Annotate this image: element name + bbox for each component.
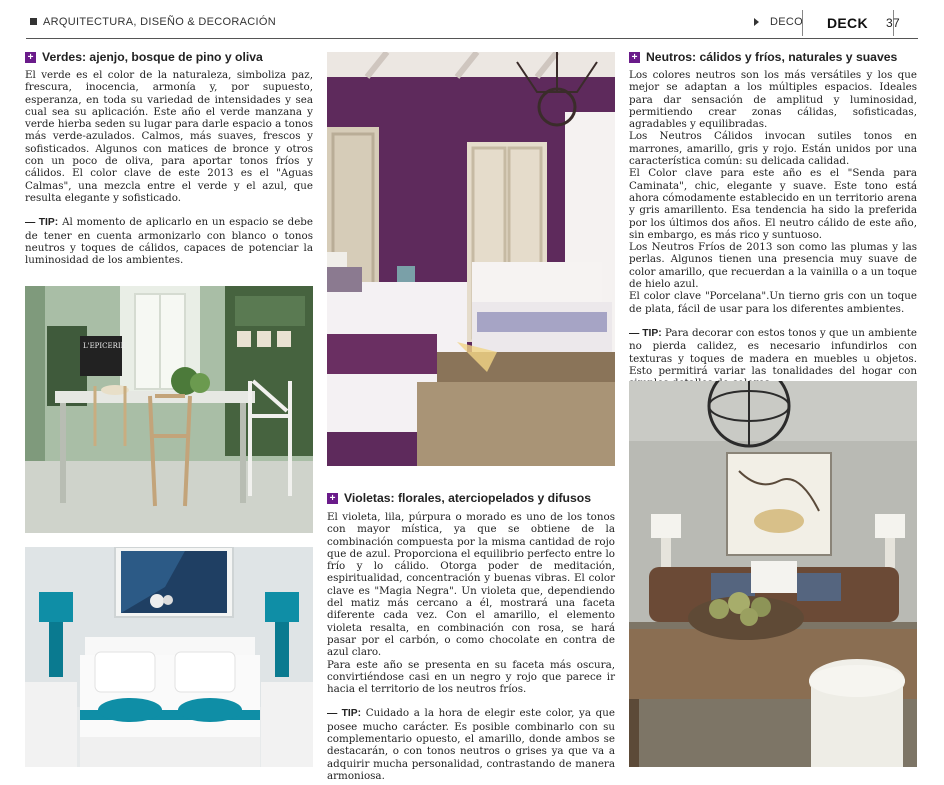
- teal-bedroom-photo: [25, 547, 313, 767]
- neutros-body-1: Los colores neutros son los más versátiles y los que mejor se adaptan a los múltiples espacios. Ideales para dar sensación de amplitud y luminosidad, permitiendo crear zonas cálidas, sofisticadas, agradables y equilibradas.: [629, 69, 917, 131]
- section-label: ARQUITECTURA, DISEÑO & DECORACIÓN: [30, 16, 276, 28]
- neutros-article: [629, 50, 917, 390]
- neutral-living-room-photo: [629, 381, 917, 767]
- verdes-article: [25, 50, 313, 266]
- page-number: 37: [886, 16, 900, 30]
- verdes-body: El verde es el color de la naturaleza, simboliza paz, frescura, inocencia, armonía y, por supuesto, esperanza, en toda su variedad de intensidades y sea cual sea su aplicación. Este año el verde manzana y verde hierba seden su lugar para darle espacio a tonos más verde-azulados. Calmos, más suaves, frescos y sofisticados. Algunos con matices de bronce y otros con un poco de oliva, para aportar tonos fríos y cálidos. El color clave de este 2013 es el "Aguas Calmas", una mezcla entre el verde y el azul, que resulta elegante y sofisticado.: [25, 69, 313, 204]
- verdes-heading: + Verdes: ajenjo, bosque de pino y oliva: [25, 50, 313, 64]
- violet-bedroom-photo: [327, 52, 615, 466]
- violetas-body-1: El violeta, lila, púrpura o morado es uno de los tonos con mayor mística, ya que se obtiene de la combinación compuesta por la misma cantidad de rojo que de azul. Proporciona el equilibrio perfecto entre lo frío y lo cálido. Otorga poder de meditación, espiritualidad, concentración y buenas vibras. El color clave es "Magia Negra". Un violeta que, dependiendo del matiz más cercano a él, mostrará una faceta diferente cada vez. Con el amarillo, el elemento violeta resalta, en combinación con rosa, se hará pasar por el carbón, o como chocolate en contra de azul claro.: [327, 511, 615, 659]
- neutros-body-4: Los Neutros Fríos de 2013 son como las plumas y las perlas. Algunos tienen una presencia muy suave de color amarillo, que recuerdan a la vainilla o a un toque de hielo azul.: [629, 241, 917, 291]
- neutros-body-2: Los Neutros Cálidos invocan sutiles tonos en marrones, amarillo, gris y rojo. Están unidos por una característica común: su delicada calidad.: [629, 130, 917, 168]
- category-label: DECO: [770, 16, 803, 28]
- neutros-tip: — TIP: Para decorar con estos tonos y que un ambiente no pierda calidez, es necesario infundirlos con texturas y toques de madera en muebles u objetos. Esto permitirá variar las tonalidades del hogar con: [629, 327, 917, 390]
- neutros-body-5: El color clave "Porcelana".Un tierno gris con un toque de plata, fácil de usar para los diferentes ambientes.: [629, 290, 917, 315]
- plus-icon: +: [327, 493, 338, 504]
- magazine-name: DECK: [802, 10, 894, 36]
- page-header: [26, 0, 918, 39]
- violetas-body-2: Para este año se presenta en su faceta más oscura, convirtiéndose casi en un negro y rojo que parece ir hacia el territorio de los neutros fríos.: [327, 658, 615, 696]
- neutros-heading: + Neutros: cálidos y fríos, naturales y suaves: [629, 50, 917, 64]
- verdes-tip: — TIP: Al momento de aplicarlo en un espacio se debe de tener en cuenta armonizarlo con blanco o tonos neutros y toques de cálidos, capaces de potenciar la luminosidad de los ambientes.: [25, 216, 313, 267]
- neutros-body-3: El Color clave para este año es el "Senda para Caminata", chic, elegante y suave. Este tono está ahora cómodamente establecido en un territorio arena y gris amarillento. Esa tendencia ha sido la preferida por los últimos dos años. El neutro cálido de este año, sin embargo, es más rico y suntuoso.: [629, 167, 917, 241]
- green-kitchen-photo: [25, 286, 313, 533]
- plus-icon: +: [25, 52, 36, 63]
- violetas-tip: — TIP: Cuidado a la hora de elegir este color, ya que posee mucho carácter. Es posible combinarlo con su complementario opuesto, el amarillo, donde ambos se destacarán, o con tonos neutros o grises ya que va a adquirir mucha personalidad, contrastando de manera armoniosa.: [327, 707, 615, 782]
- plus-icon: +: [629, 52, 640, 63]
- violetas-article: [327, 491, 615, 782]
- violetas-heading: + Violetas: florales, aterciopelados y difusos: [327, 491, 615, 505]
- epicerie-sign: L'EPICERIE: [83, 342, 126, 350]
